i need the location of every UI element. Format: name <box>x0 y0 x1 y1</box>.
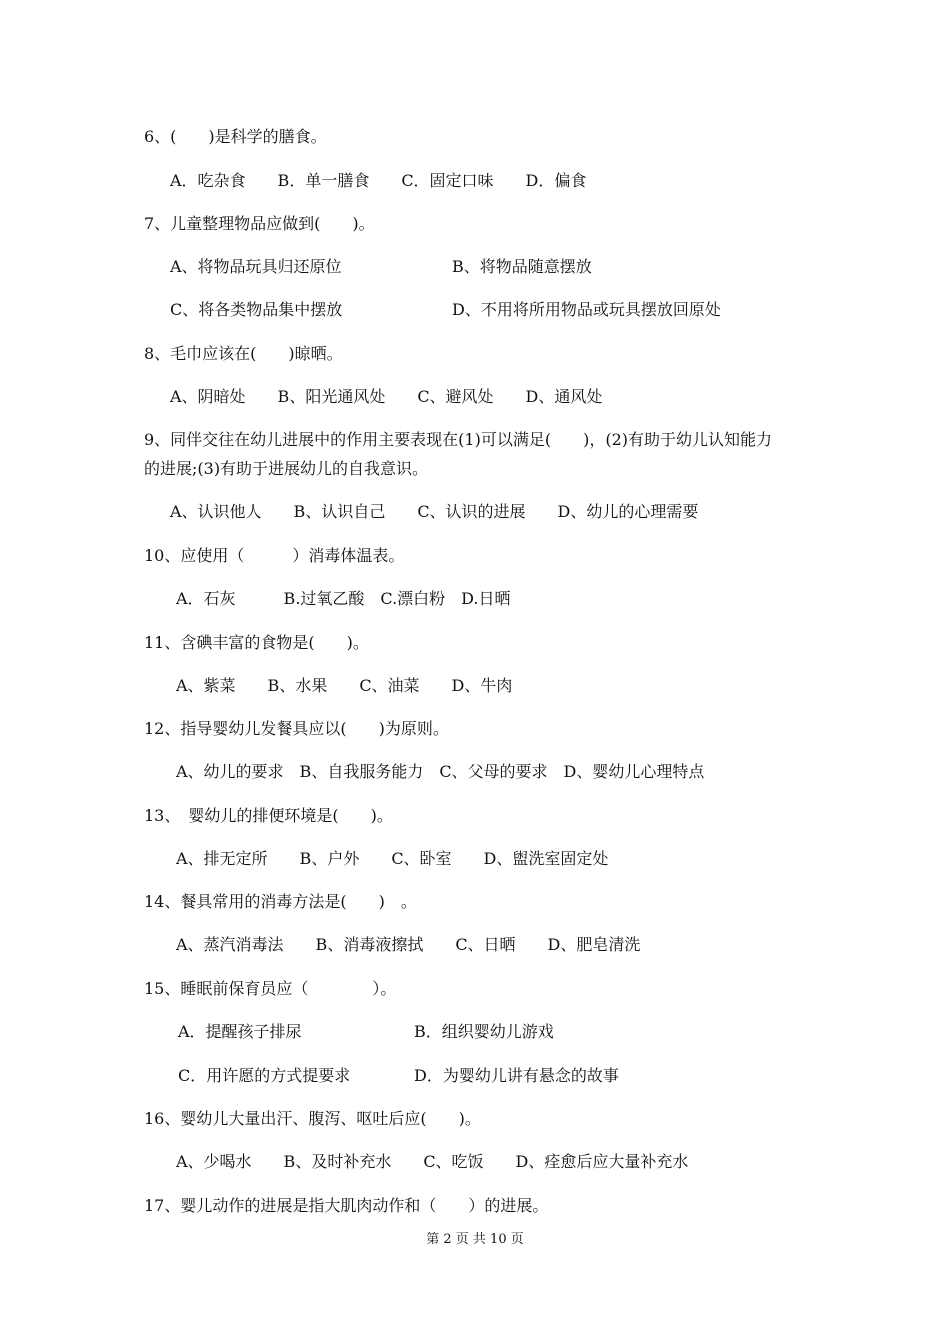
question-stem: 16、婴幼儿大量出汗、腹泻、呕吐后应( )。 <box>144 1109 481 1128</box>
option-b: B．组织婴幼儿游戏 <box>414 1022 554 1041</box>
question-options: A、幼儿的要求 B、自我服务能力 C、父母的要求 D、婴幼儿心理特点 <box>176 762 705 781</box>
question-stem: 7、儿童整理物品应做到( )。 <box>144 214 375 233</box>
option-c: C．用许愿的方式提要求 <box>178 1066 351 1085</box>
question-stem: 10、应使用（ ）消毒体温表。 <box>144 546 405 565</box>
question-options: A、阴暗处 B、阳光通风处 C、避风处 D、通风处 <box>170 387 603 406</box>
question-stem: 12、指导婴幼儿发餐具应以( )为原则。 <box>144 719 449 738</box>
question-options: A、认识他人 B、认识自己 C、认识的进展 D、幼儿的心理需要 <box>170 502 699 521</box>
question-stem: 13、 婴幼儿的排便环境是( )。 <box>144 806 393 825</box>
option-c: C、将各类物品集中摆放 <box>170 300 343 319</box>
question-stem: 6、( )是科学的膳食。 <box>144 127 327 146</box>
question-options: A、少喝水 B、及时补充水 C、吃饭 D、痊愈后应大量补充水 <box>176 1152 689 1171</box>
question-options: A、紫菜 B、水果 C、油菜 D、牛肉 <box>176 676 513 695</box>
option-b: B、将物品随意摆放 <box>452 257 592 276</box>
question-stem: 8、毛巾应该在( )晾晒。 <box>144 344 343 363</box>
question-stem-continued: 的进展;(3)有助于进展幼儿的自我意识。 <box>144 459 429 478</box>
question-stem: 15、睡眠前保育员应（ ）。 <box>144 979 397 998</box>
question-options: A、蒸汽消毒法 B、消毒液擦拭 C、日晒 D、肥皂清洗 <box>176 935 641 954</box>
question-options: A．石灰 B.过氧乙酸 C.漂白粉 D.日晒 <box>176 589 511 608</box>
page-number: 第 2 页 共 10 页 <box>426 1232 524 1247</box>
question-stem: 14、餐具常用的消毒方法是( ) 。 <box>144 892 417 911</box>
option-a: A．提醒孩子排尿 <box>178 1022 302 1041</box>
option-d: D、不用将所用物品或玩具摆放回原处 <box>452 300 721 319</box>
question-stem: 17、婴儿动作的进展是指大肌肉动作和（ ）的进展。 <box>144 1196 549 1215</box>
option-a: A、将物品玩具归还原位 <box>170 257 342 276</box>
question-options: A．吃杂食 B．单一膳食 C．固定口味 D．偏食 <box>170 171 587 190</box>
option-d: D．为婴幼儿讲有悬念的故事 <box>414 1066 619 1085</box>
question-stem: 9、同伴交往在幼儿进展中的作用主要表现在(1)可以满足( )，(2)有助于幼儿认知能力 <box>144 430 772 449</box>
question-options: A、排无定所 B、户外 C、卧室 D、盥洗室固定处 <box>176 849 609 868</box>
question-stem: 11、含碘丰富的食物是( )。 <box>144 633 369 652</box>
